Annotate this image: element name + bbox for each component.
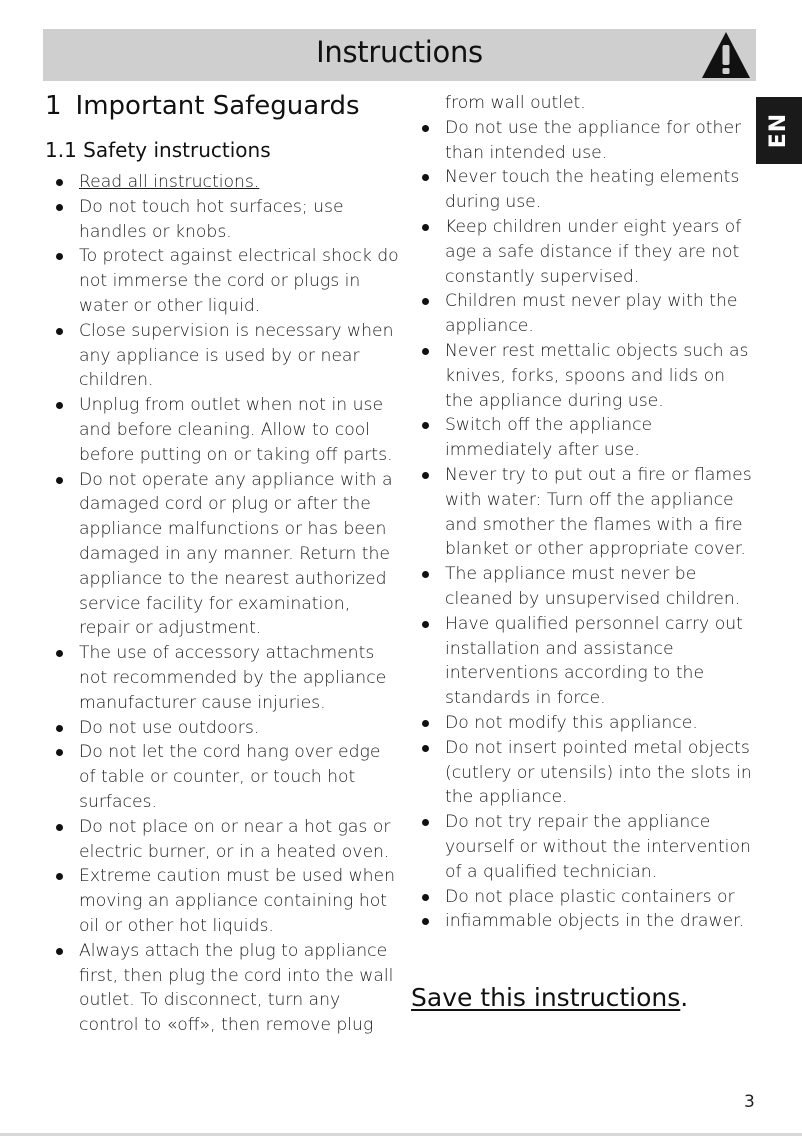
read-instructions-text: Read all instructions. bbox=[79, 172, 260, 192]
list-item: Do not touch hot surfaces; use handles or knobs. bbox=[45, 195, 401, 245]
list-item: Never rest mettalic objects such as knives, forks, spoons and lids on the appliance during use. bbox=[411, 339, 756, 413]
list-item: Close supervision is necessary when any appliance is used by or near children. bbox=[45, 319, 401, 393]
list-item: Children must never play with the appliance. bbox=[411, 289, 756, 339]
list-item: Do not try repair the appliance yourself or without the intervention of a qualified technician. bbox=[411, 810, 756, 884]
list-item: Do not operate any appliance with a damaged cord or plug or after the appliance malfunctions or has been damaged in any manner. Return the appliance to the nearest authorized service facility for examination, repair or adjustment. bbox=[45, 468, 401, 642]
list-item: Do not let the cord hang over edge of table or counter, or touch hot surfaces. bbox=[45, 740, 401, 814]
section-title: Important Safeguards bbox=[75, 91, 360, 121]
list-item: Unplug from outlet when not in use and before cleaning. Allow to cool before putting on or taking off parts. bbox=[45, 393, 401, 467]
list-item: Extreme caution must be used when moving an appliance containing hot oil or other hot liquids. bbox=[45, 864, 401, 938]
section-heading bbox=[45, 91, 360, 121]
page-number: 3 bbox=[744, 1092, 755, 1112]
list-item: Never touch the heating elements during use. bbox=[411, 165, 756, 215]
save-instructions-note bbox=[411, 983, 688, 1012]
list-item: Do not use outdoors. bbox=[45, 716, 401, 741]
list-item: Do not insert pointed metal objects (cutlery or utensils) into the slots in the appliance. bbox=[411, 736, 756, 810]
list-item: infiammable objects in the drawer. bbox=[411, 909, 756, 934]
language-code: EN bbox=[766, 112, 792, 149]
list-item: Do not place plastic containers or bbox=[411, 885, 756, 910]
save-instructions-punct: . bbox=[680, 983, 689, 1012]
list-item bbox=[45, 170, 401, 195]
warning-icon bbox=[700, 30, 752, 80]
list-item: The appliance must never be cleaned by unsupervised children. bbox=[411, 562, 756, 612]
list-item: Do not modify this appliance. bbox=[411, 711, 756, 736]
list-item: The use of accessory attachments not recommended by the appliance manufacturer cause injuries. bbox=[45, 641, 401, 715]
list-item: Always attach the plug to appliance first, then plug the cord into the wall outlet. To disconnect, turn any control to «off», then remove plug bbox=[45, 939, 401, 1038]
list-item: To protect against electrical shock do not immerse the cord or plugs in water or other liquid. bbox=[45, 244, 401, 318]
page-title: Instructions bbox=[316, 35, 483, 69]
list-item-continuation: from wall outlet. bbox=[445, 93, 586, 113]
list-item: Switch off the appliance immediately after use. bbox=[411, 413, 756, 463]
save-instructions-text: Save this instructions bbox=[411, 983, 681, 1012]
right-safety-list bbox=[411, 91, 756, 934]
section-number: 1 bbox=[45, 91, 62, 121]
list-item: Keep children under eight years of age a safe distance if they are not constantly supervised. bbox=[411, 215, 756, 289]
left-safety-list bbox=[45, 170, 401, 1038]
list-item: Do not place on or near a hot gas or electric burner, or in a heated oven. bbox=[45, 815, 401, 865]
header-bar bbox=[43, 29, 756, 81]
list-item: Have qualified personnel carry out installation and assistance interventions according to the standards in force. bbox=[411, 612, 756, 711]
language-tab bbox=[756, 97, 802, 164]
list-item: Do not use the appliance for other than intended use. bbox=[411, 116, 756, 166]
list-item: Never try to put out a fire or flames with water: Turn off the appliance and smother the flames with a fire blanket or other appropriate cover. bbox=[411, 463, 756, 562]
subsection-heading: 1.1 Safety instructions bbox=[45, 138, 271, 162]
